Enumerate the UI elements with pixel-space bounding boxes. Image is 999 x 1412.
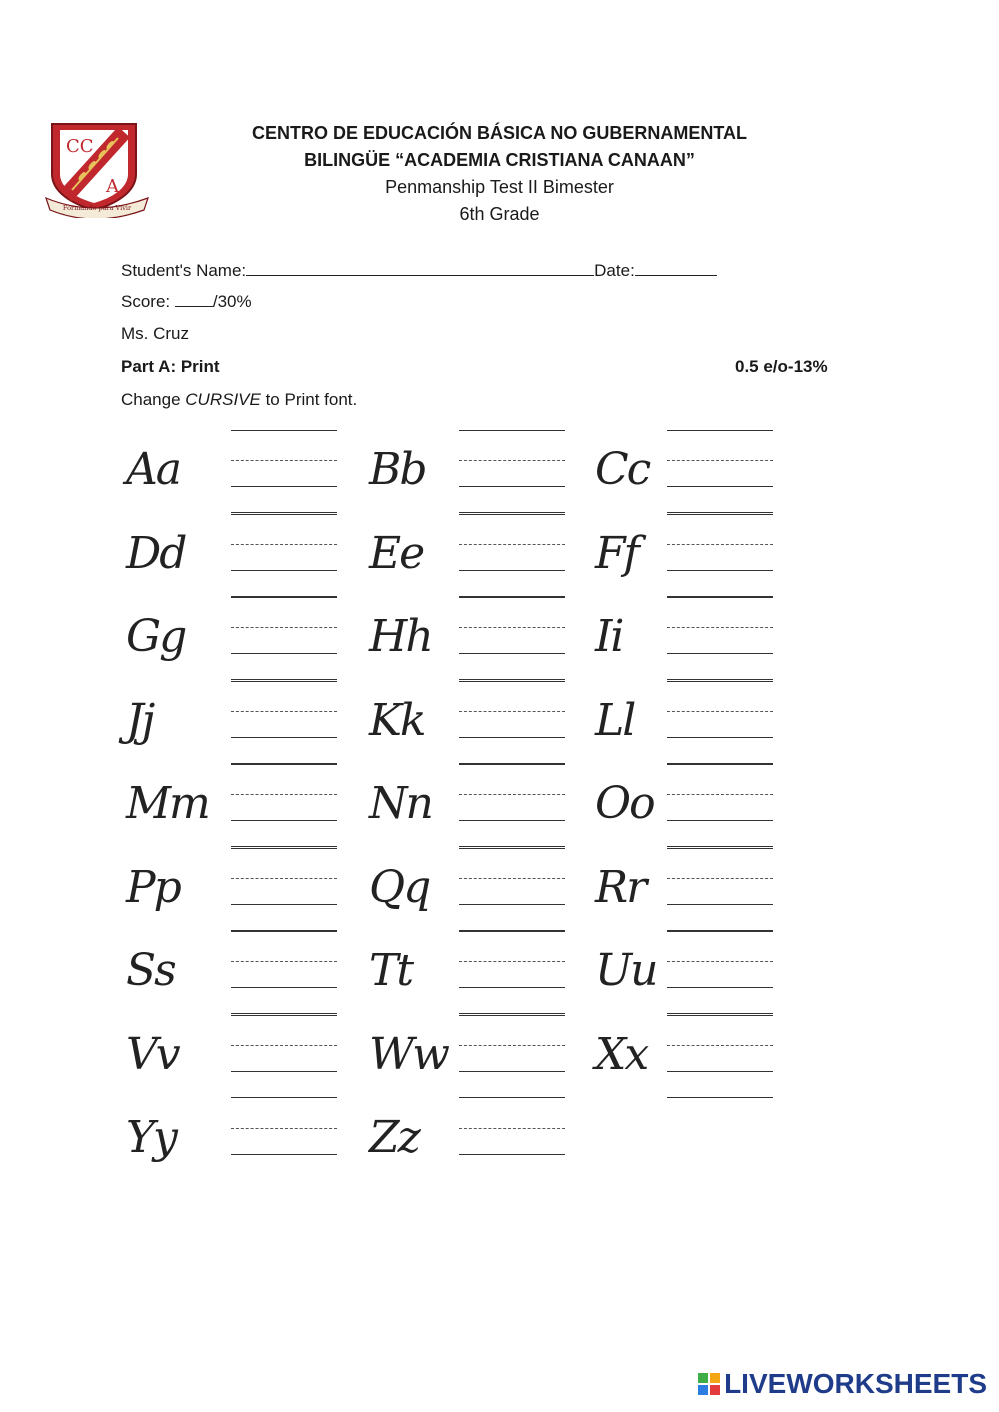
print-writing-slot[interactable] (459, 1098, 565, 1184)
dashed-guide-line (667, 878, 773, 879)
writing-line (231, 514, 337, 515)
print-writing-slot[interactable] (459, 764, 565, 850)
watermark-text: LIVEWORKSHEETS (724, 1368, 987, 1399)
writing-line (459, 737, 565, 738)
writing-line (459, 1071, 565, 1072)
writing-line (667, 681, 773, 682)
print-writing-slot[interactable] (231, 1015, 337, 1101)
instruction (121, 390, 357, 410)
print-writing-slot[interactable] (231, 1098, 337, 1184)
writing-line (459, 681, 565, 682)
cursive-letter: Ee (369, 528, 424, 579)
cursive-letter: Kk (369, 695, 425, 746)
writing-line (231, 1015, 337, 1016)
print-writing-slot[interactable] (667, 597, 773, 683)
cursive-letter: Xx (595, 1029, 648, 1080)
print-writing-slot[interactable] (231, 597, 337, 683)
writing-line (667, 597, 773, 598)
instruction-emphasis: CURSIVE (185, 390, 261, 409)
writing-line (231, 904, 337, 905)
print-writing-slot[interactable] (231, 931, 337, 1017)
writing-line (667, 987, 773, 988)
print-writing-slot[interactable] (231, 848, 337, 934)
writing-line (231, 846, 337, 847)
cursive-letter: Bb (369, 444, 426, 495)
teacher-name: Ms. Cruz (121, 324, 189, 343)
liveworksheets-icon (698, 1373, 720, 1395)
print-writing-slot[interactable] (667, 1015, 773, 1101)
cursive-letter: Ii (595, 611, 623, 662)
print-writing-slot[interactable] (459, 430, 565, 516)
writing-line (231, 570, 337, 571)
cursive-letter: Hh (369, 611, 432, 662)
writing-line (459, 848, 565, 849)
cursive-letter: Rr (595, 862, 646, 913)
writing-line (459, 512, 565, 513)
writing-line (231, 1071, 337, 1072)
writing-line (231, 1013, 337, 1014)
writing-line (667, 904, 773, 905)
dashed-guide-line (231, 544, 337, 545)
writing-line (459, 820, 565, 821)
dashed-guide-line (459, 1045, 565, 1046)
dashed-guide-line (231, 627, 337, 628)
writing-line (231, 737, 337, 738)
print-writing-slot[interactable] (667, 764, 773, 850)
grade-label: 6th Grade (459, 204, 540, 224)
cursive-letter: Aa (126, 444, 181, 495)
student-info-row (121, 261, 717, 281)
score-row (121, 292, 252, 312)
dashed-guide-line (667, 460, 773, 461)
logo-letter-bottom: A (106, 176, 119, 197)
dashed-guide-line (667, 627, 773, 628)
writing-line (667, 430, 773, 431)
cursive-letter: Tt (369, 945, 413, 996)
print-writing-slot[interactable] (231, 514, 337, 600)
print-writing-slot[interactable] (231, 764, 337, 850)
writing-line (459, 679, 565, 680)
writing-line (667, 764, 773, 765)
cursive-letter: Cc (595, 444, 650, 495)
writing-line (459, 597, 565, 598)
writing-line (667, 737, 773, 738)
dashed-guide-line (459, 794, 565, 795)
print-writing-slot[interactable] (459, 848, 565, 934)
dashed-guide-line (667, 1045, 773, 1046)
cursive-letter: Mm (126, 778, 209, 829)
print-writing-slot[interactable] (231, 430, 337, 516)
date-blank[interactable] (635, 261, 717, 276)
dashed-guide-line (459, 961, 565, 962)
score-suffix: /30% (212, 292, 252, 311)
writing-line (667, 1015, 773, 1016)
instruction-before: Change (121, 390, 186, 409)
dashed-guide-line (459, 1128, 565, 1129)
writing-line (459, 904, 565, 905)
writing-line (459, 987, 565, 988)
logo-letters-top: CC (66, 136, 94, 157)
part-a-score: 0.5 e/o-13% (735, 357, 828, 376)
test-title: Penmanship Test II Bimester (385, 177, 614, 197)
writing-line (667, 1013, 773, 1014)
print-writing-slot[interactable] (667, 931, 773, 1017)
writing-line (459, 514, 565, 515)
print-writing-slot[interactable] (667, 681, 773, 767)
writing-line (667, 570, 773, 571)
writing-line (231, 1154, 337, 1155)
score-blank[interactable] (175, 292, 213, 307)
writing-line (459, 570, 565, 571)
date-label: Date: (594, 261, 635, 280)
dashed-guide-line (231, 711, 337, 712)
print-writing-slot[interactable] (667, 848, 773, 934)
print-writing-slot[interactable] (667, 514, 773, 600)
writing-line (459, 931, 565, 932)
writing-line (667, 820, 773, 821)
liveworksheets-watermark (698, 1368, 987, 1400)
writing-line (667, 1071, 773, 1072)
dashed-guide-line (459, 460, 565, 461)
cursive-letter: Zz (369, 1112, 419, 1163)
writing-line (231, 486, 337, 487)
cursive-letter: Dd (126, 528, 186, 579)
writing-line (667, 653, 773, 654)
dashed-guide-line (231, 794, 337, 795)
writing-line (459, 430, 565, 431)
school-name-line2: BILINGÜE “ACADEMIA CRISTIANA CANAAN” (304, 150, 695, 170)
cursive-letter: Ww (369, 1029, 448, 1080)
cursive-letter: Ll (595, 695, 635, 746)
writing-line (231, 848, 337, 849)
cursive-letter: Gg (126, 611, 186, 662)
cursive-letter: Yy (126, 1112, 176, 1163)
cursive-letter: Oo (595, 778, 654, 829)
dashed-guide-line (667, 711, 773, 712)
writing-line (459, 764, 565, 765)
print-writing-slot[interactable] (459, 597, 565, 683)
print-writing-slot[interactable] (459, 1015, 565, 1101)
dashed-guide-line (667, 544, 773, 545)
part-a-title: Part A: Print (121, 357, 220, 376)
writing-line (459, 486, 565, 487)
student-name-label: Student's Name: (121, 261, 247, 280)
dashed-guide-line (667, 794, 773, 795)
writing-line (231, 931, 337, 932)
print-writing-slot[interactable] (667, 430, 773, 516)
writing-line (459, 1013, 565, 1014)
dashed-guide-line (459, 878, 565, 879)
school-name-line1: CENTRO DE EDUCACIÓN BÁSICA NO GUBERNAMENTAL (252, 123, 747, 143)
writing-line (231, 681, 337, 682)
dashed-guide-line (231, 961, 337, 962)
writing-line (459, 1154, 565, 1155)
writing-line (667, 512, 773, 513)
writing-line (667, 514, 773, 515)
writing-line (459, 1015, 565, 1016)
dashed-guide-line (231, 1128, 337, 1129)
writing-line (667, 486, 773, 487)
writing-line (231, 430, 337, 431)
print-writing-slot[interactable] (231, 681, 337, 767)
cursive-letter: Ss (126, 945, 175, 996)
print-writing-slot[interactable] (459, 931, 565, 1017)
dashed-guide-line (231, 460, 337, 461)
print-writing-slot[interactable] (459, 681, 565, 767)
writing-line (231, 679, 337, 680)
score-label: Score: (121, 292, 171, 311)
writing-line (667, 679, 773, 680)
dashed-guide-line (459, 627, 565, 628)
writing-line (231, 987, 337, 988)
dashed-guide-line (667, 961, 773, 962)
cursive-letter: Ff (595, 528, 638, 579)
writing-line (231, 512, 337, 513)
writing-line (231, 820, 337, 821)
writing-line (667, 846, 773, 847)
dashed-guide-line (231, 878, 337, 879)
cursive-letter: Jj (126, 695, 154, 746)
cursive-letter: Nn (369, 778, 432, 829)
student-name-blank[interactable] (246, 261, 594, 276)
writing-line (231, 597, 337, 598)
dashed-guide-line (459, 544, 565, 545)
instruction-after: to Print font. (260, 390, 358, 409)
dashed-guide-line (459, 711, 565, 712)
writing-line (459, 846, 565, 847)
dashed-guide-line (231, 1045, 337, 1046)
cursive-letter: Qq (369, 862, 430, 913)
writing-line (667, 931, 773, 932)
writing-line (231, 653, 337, 654)
writing-line (459, 653, 565, 654)
print-writing-slot[interactable] (459, 514, 565, 600)
writing-line (231, 764, 337, 765)
writing-line (667, 1097, 773, 1098)
cursive-letter: Uu (595, 945, 657, 996)
logo-ribbon-text: Formando para Vivir (62, 204, 132, 212)
writing-line (667, 848, 773, 849)
cursive-letter: Pp (126, 862, 180, 913)
cursive-letter: Vv (126, 1029, 179, 1080)
